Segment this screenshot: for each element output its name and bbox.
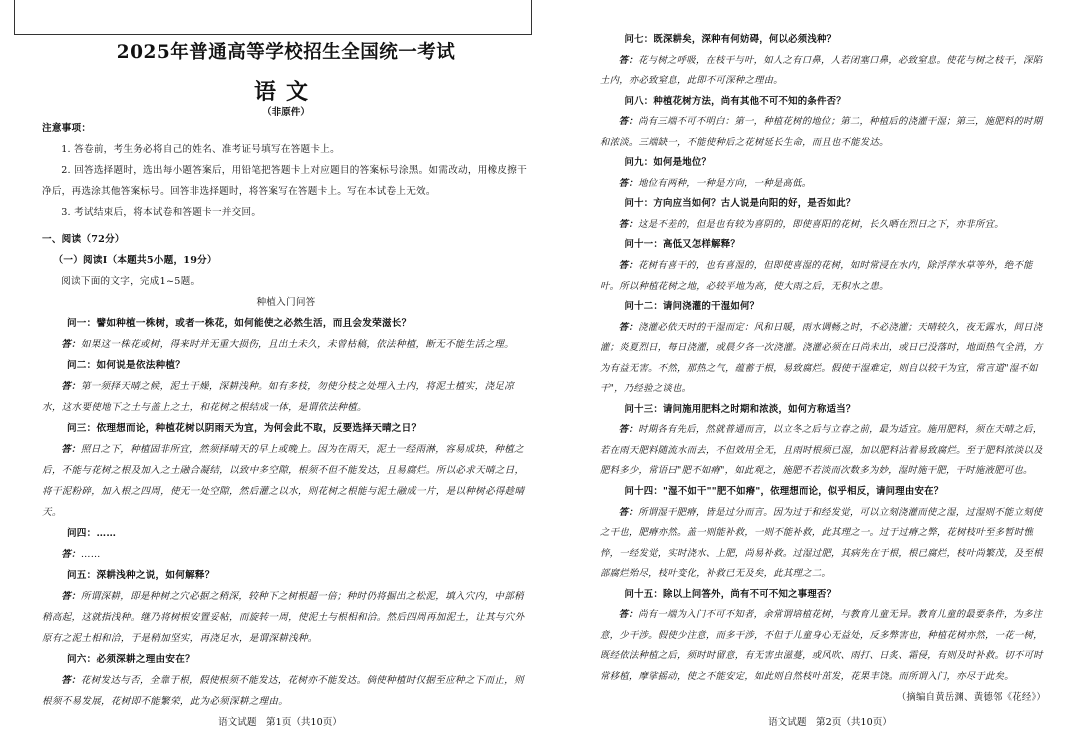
- question-line: 问十：方向应当如何？古人说是向阳的好，是否如此？: [624, 198, 856, 210]
- answer-label: 答：: [618, 424, 639, 436]
- answer-paragraph: [42, 670, 530, 712]
- question-line: 问十二：请问浇灌的干湿如何？: [624, 301, 760, 313]
- answer-text: 地位有两种，一种是方向，一种是高低。: [638, 177, 812, 189]
- answer-paragraph: [42, 376, 530, 418]
- answer-label: 答：: [61, 549, 81, 560]
- answer-text: 花与树之呼吸，在枝干与叶，如人之有口鼻，人若闭塞口鼻，必致窒息。使花与树之枝干，深陷土内，亦必致窒息，此即不可深种之理由。: [600, 54, 1043, 87]
- answer-text: 所谓湿干肥瘠，皆是过分而言。因为过于和经发觉，可以立刻浇灌而使之湿，过湿则不能立刻使之干也，肥瘠亦然。盖一则能补救，一则不能补救，此其理之一。过于过瘠之弊，花树枝叶至多暂时憔悴，一经发觉，实时浇水、上肥，尚易补救。过湿过肥，其病先在于根，根已腐烂，枝叶尚繁茂，及至根部腐烂殆尽，枝叶变化，补救已无及矣，此其理之二。: [600, 506, 1043, 580]
- section-instruction: 阅读下面的文字，完成1~5题。: [61, 276, 201, 287]
- answer-paragraph: [600, 51, 1050, 92]
- answer-label: 答：: [61, 444, 81, 455]
- article-title: 种植入门问答: [256, 297, 316, 308]
- answer-text: 花树有喜干的，也有喜湿的，但即使喜湿的花树，如时常浸在水内，除浮萍水草等外，绝不能叶。所以种植花树之地，必较平地为高，使大雨之后，无积水之患。: [600, 260, 1033, 292]
- answer-label: 答：: [618, 506, 639, 518]
- answer-paragraph: [600, 318, 1050, 400]
- answer-label: 答：: [618, 609, 639, 621]
- left-qa-list: [42, 313, 530, 712]
- answer-label: 答：: [618, 260, 639, 272]
- notice-item: 3. 考试结束后，将本试卷和答题卡一并交回。: [61, 207, 262, 218]
- answer-text: 第一须择天晴之候，泥土干燥，深耕浅种。如有多枝，勿使分枝之处埋入土内，将泥土植实，浇足凉水，这水要使地下之土与盖上之土，和花树之根结成一体，是谓依法种植。: [42, 381, 514, 413]
- answer-paragraph: [600, 174, 1050, 195]
- answer-label: 答：: [618, 116, 639, 128]
- answer-label: 答：: [61, 381, 81, 392]
- answer-paragraph: [42, 439, 530, 523]
- answer-paragraph: [42, 586, 530, 649]
- answer-label: 答：: [61, 339, 81, 350]
- right-column: [600, 30, 1050, 708]
- answer-text: 浇灌必依天时的干湿而定：风和日暖，雨水调畅之时，不必浇灌；天晴较久，夜无露水，间日浇灌；炎夏烈日，每日浇灌，或晨夕各一次浇灌。浇灌必须在日尚未出，或日已没落时，地面热气全消，方为有益无害。不然，那热之气，蕴蓄于根，易致腐烂。假使干湿难定，则自以较干为宜，常言道"湿不如干"，乃经验之谈也。: [600, 321, 1043, 395]
- answer-label: 答：: [618, 54, 639, 66]
- question-line: 问二：如何说是依法种植？: [66, 360, 186, 371]
- answer-text: 这是不差的，但是也有较为喜阴的，即使喜阳的花树，长久晒在烈日之下，亦非所宜。: [638, 218, 1004, 230]
- section-subheading: （一）阅读Ⅰ（本题共5小题，19分）: [53, 255, 217, 266]
- question-line: 问十五：除以上问答外，尚有不可不知之事理否？: [624, 588, 837, 600]
- answer-text: 如果这一株花或树，得来时并无重大损伤，且出土未久，未曾枯稿，依法种植，断无不能生活之理。: [80, 339, 514, 350]
- notice-heading: 注意事项：: [42, 123, 92, 134]
- notice-item: 2. 回答选择题时，选出每小题答案后，用铅笔把答题卡上对应题目的答案标号涂黑。如需改动，用橡皮擦干净后，再选涂其他答案标号。回答非选择题时，将答案写在答题卡上。写在本试卷上无效。: [42, 165, 527, 197]
- notice-item: 1. 答卷前，考生务必将自己的姓名、准考证号填写在答题卡上。: [61, 144, 340, 155]
- answer-paragraph: [600, 215, 1050, 236]
- answer-text: 照日之下，种植固非所宜，然须择晴天的早上或晚上。因为在雨天，泥土一经雨淋，容易成块，种植之后，不能与花树之根及加入之土融合凝结，以致中多空隙，根须不但不能发达，且易腐烂。所以必求天晴之日，将干泥粉碎，加入根之四周，使无一处空隙，然后灌之以水，则花树之根能与泥土融成一片，是以种树必得趁晴天。: [42, 444, 525, 518]
- answer-text: 所谓深耕，即是种树之穴必据之稍深，较种下之树根超一倍；种时仍将掘出之松泥，填入穴内，中部稍稍高起，这就指浅种。继乃将树根安置妥帖，而旋转一周，使泥土与根相和洽。然后四周再加泥土，让其与穴外原有之泥土相和洽，于是稍加坚实，再浇足水，是谓深耕浅种。: [42, 591, 525, 644]
- question-line: 问九：如何是地位？: [624, 157, 712, 169]
- question-line: 问一：譬如种植一株树，或者一株花，如何能使之必然生活，而且会发荣滋长？: [66, 318, 412, 329]
- answer-paragraph: [42, 334, 530, 355]
- answer-paragraph: [600, 605, 1050, 687]
- answer-label: 答：: [618, 177, 639, 189]
- answer-paragraph: [600, 420, 1050, 482]
- answer-label: 答：: [61, 591, 81, 602]
- question-line: 问八：种植花树方法，尚有其他不可不知的条件否？: [624, 95, 846, 107]
- header-frame-line: [14, 0, 532, 35]
- page-footer-left: 语文试题 第1页（共10页）: [218, 717, 342, 728]
- page-footer-right: 语文试题 第2页（共10页）: [768, 717, 892, 728]
- subject-title: 语文: [253, 79, 318, 105]
- subtitle: （非原件）: [262, 107, 310, 118]
- answer-label: 答：: [618, 218, 639, 230]
- section-heading: 一、阅读（72分）: [42, 234, 125, 245]
- answer-text: 尚有一端为入门不可不知者，余常谓培植花树，与教育儿童无异。教育儿童的最要条件，为多注意，少干涉。假使少注意，而多干涉，不但于儿童身心无益处，反多弊害也，种植花树亦然，一花一树，既经依法种植之后，须时时留意，有无害虫滋蔓，或风吹、雨打、日炙、霜侵，有则及时补救。切不可时常移植，摩挲摇动，使之不能安定，如此则自然枝叶茁发，花果丰饶。而所谓入门，亦尽于此矣。: [600, 609, 1043, 682]
- answer-text: 花树发达与否，全靠于根，假使根须不能发达，花树亦不能发达。倘使种植时仅据至应种之下而止，则根须不易发展，花树即不能繁荣，此为必须深耕之理由。: [42, 675, 524, 707]
- answer-label: 答：: [618, 321, 639, 333]
- answer-text: 时期各有先后，然就普通而言，以立冬之后与立春之前，最为适宜。施用肥料，须在天晴之后，若在雨天肥料随流水而去，不但效用全无，且雨时根须已湿，加以肥料沾着易致腐烂。至于肥料浓淡以及肥料多少，常语曰"肥不如瘠"，如此观之，施肥不若淡而次数多为妙，湿时施干肥，干时施液肥可也。: [600, 424, 1043, 477]
- question-line: 问六：必须深耕之理由安在？: [66, 654, 195, 665]
- answer-paragraph: [42, 544, 530, 565]
- answer-text: 尚有三端不可不明白：第一，种植花树的地位；第二，种植后的浇灌干湿；第三，施肥料的时期和浓淡。三端缺一，不能使种后之花树延长生命，而且也不能发达。: [600, 116, 1043, 148]
- question-line: 问三：依理想而论，种植花树以阴雨天为宜，为何会此不取，反要选择天晴之日？: [66, 423, 422, 434]
- question-line: 问十四："湿不如干""肥不如瘠"，依理想而论，似乎相反，请问理由安在？: [624, 486, 944, 498]
- exam-title: 2025年普通高等学校招生全国统一考试: [116, 42, 456, 63]
- question-line: 问十三：请问施用肥料之时期和浓淡，如何方称适当？: [624, 403, 856, 415]
- question-line: 问四：……: [66, 528, 117, 539]
- answer-paragraph: [600, 112, 1050, 153]
- right-qa-list: [600, 30, 1050, 688]
- question-line: 问七：既深耕矣，深种有何妨碍，何以必须浅种？: [624, 34, 837, 45]
- left-column: [42, 118, 530, 712]
- answer-label: 答：: [61, 675, 81, 686]
- answer-paragraph: [600, 503, 1050, 585]
- question-line: 问五：深耕浅种之说，如何解释？: [66, 570, 215, 581]
- answer-paragraph: [600, 256, 1050, 297]
- source-citation: （摘编自黄岳渊、黄德邻《花经》）: [896, 691, 1046, 703]
- answer-text: ……: [80, 549, 101, 560]
- question-line: 问十一：高低又怎样解释？: [624, 239, 740, 251]
